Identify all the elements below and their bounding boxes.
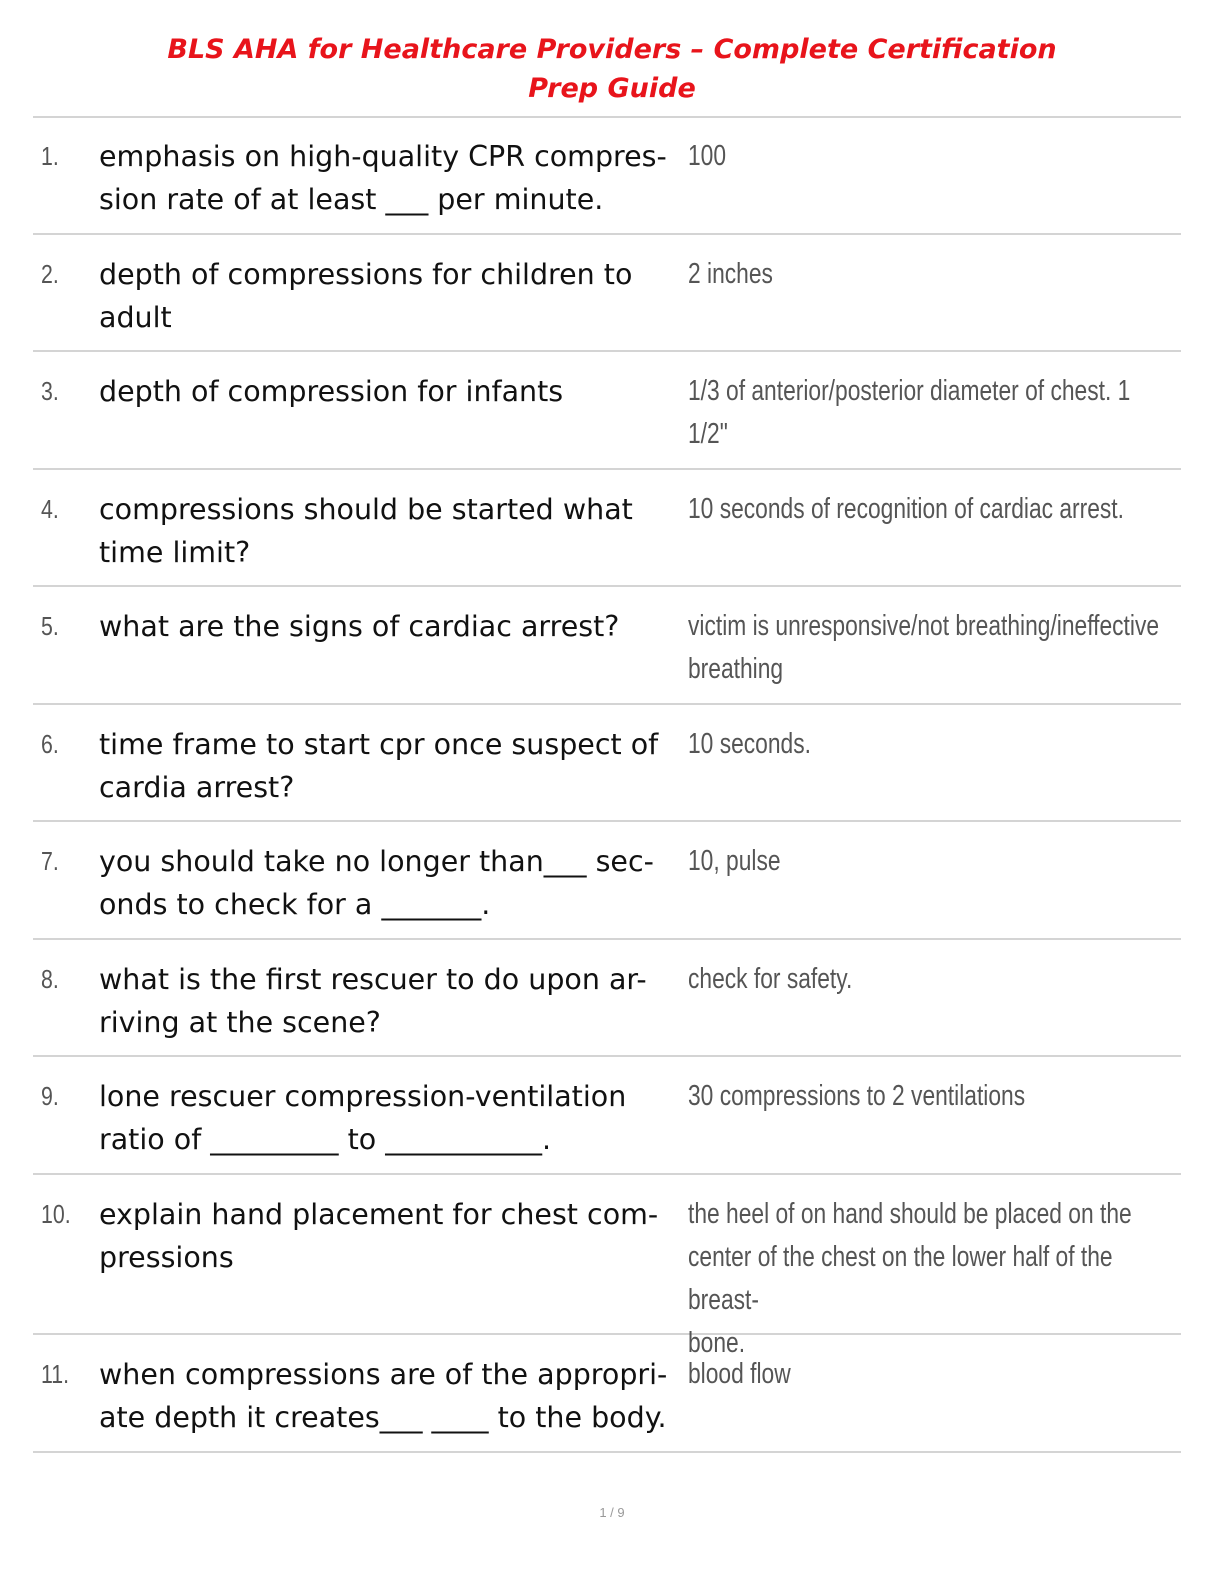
item-number: 5. xyxy=(41,611,59,641)
flashcard-row xyxy=(33,1175,1181,1359)
flashcard-row xyxy=(33,940,1181,1057)
item-number: 4. xyxy=(41,494,59,524)
item-answer-text: 10 seconds of recognition of cardiac arrest. xyxy=(688,493,1124,525)
item-question: when compressions are of the appropri- ate depth it creates___ ____ to the body. xyxy=(99,1358,668,1434)
item-question: you should take no longer than___ sec- onds to check for a _______. xyxy=(99,845,654,921)
item-number: 10. xyxy=(41,1199,71,1229)
item-question: lone rescuer compression-ventilation ratio of _________ to ___________. xyxy=(99,1080,627,1156)
item-answer xyxy=(688,1075,1168,1118)
item-number: 9. xyxy=(41,1081,59,1111)
flashcard-row xyxy=(33,470,1181,587)
item-question: what are the signs of cardiac arrest? xyxy=(99,610,620,643)
flashcard-row xyxy=(33,822,1181,940)
item-answer xyxy=(688,840,1168,883)
item-answer xyxy=(688,605,1168,691)
document-title-line-1: BLS AHA for Healthcare Providers – Complete Certification xyxy=(167,34,1057,65)
item-number: 8. xyxy=(41,964,59,994)
item-answer-text: the heel of on hand should be placed on the center of the chest on the lower half of the breast- bone. xyxy=(688,1198,1132,1359)
item-answer-text: check for safety. xyxy=(688,963,853,995)
flashcard-row xyxy=(33,352,1181,470)
item-question: explain hand placement for chest com- pressions xyxy=(99,1198,659,1274)
item-answer-text: 100 xyxy=(688,140,727,172)
item-answer-text: 10, pulse xyxy=(688,845,781,877)
document-title-line-2: Prep Guide xyxy=(528,73,696,104)
flashcard-row xyxy=(33,235,1181,352)
item-answer-text: blood flow xyxy=(688,1358,791,1390)
item-answer xyxy=(688,370,1168,456)
flashcard-row xyxy=(33,587,1181,705)
item-answer-text: 30 compressions to 2 ventilations xyxy=(688,1080,1026,1112)
item-answer xyxy=(688,253,1168,296)
item-answer xyxy=(688,723,1168,766)
item-number: 3. xyxy=(41,376,59,406)
item-question: time frame to start cpr once suspect of cardia arrest? xyxy=(99,728,659,804)
document-title xyxy=(0,30,1224,108)
item-number: 2. xyxy=(41,259,59,289)
item-answer xyxy=(688,1353,1168,1396)
flashcard-list xyxy=(33,117,1181,1453)
item-question: depth of compressions for children to adult xyxy=(99,258,633,334)
item-question: what is the first rescuer to do upon ar- riving at the scene? xyxy=(99,963,647,1039)
flashcard-row xyxy=(33,117,1181,235)
flashcard-row xyxy=(33,705,1181,822)
flashcard-row xyxy=(33,1335,1181,1453)
item-number: 11. xyxy=(41,1359,70,1389)
flashcard-row xyxy=(33,1057,1181,1175)
item-answer xyxy=(688,488,1168,531)
page-indicator: 1 / 9 xyxy=(599,1505,625,1520)
item-answer-text: 10 seconds. xyxy=(688,728,811,760)
item-number: 6. xyxy=(41,729,59,759)
item-question: emphasis on high-quality CPR compres- sion rate of at least ___ per minute. xyxy=(99,140,667,216)
item-number: 1. xyxy=(41,141,59,171)
item-answer xyxy=(688,958,1168,1001)
item-question: compressions should be started what time limit? xyxy=(99,493,633,569)
item-question: depth of compression for infants xyxy=(99,375,564,408)
item-answer xyxy=(688,135,1168,178)
item-answer-text: 1/3 of anterior/posterior diameter of chest. 1 1/2" xyxy=(688,375,1131,450)
item-answer-text: 2 inches xyxy=(688,258,773,290)
item-answer-text: victim is unresponsive/not breathing/ineffective breathing xyxy=(688,610,1160,685)
item-number: 7. xyxy=(41,846,59,876)
